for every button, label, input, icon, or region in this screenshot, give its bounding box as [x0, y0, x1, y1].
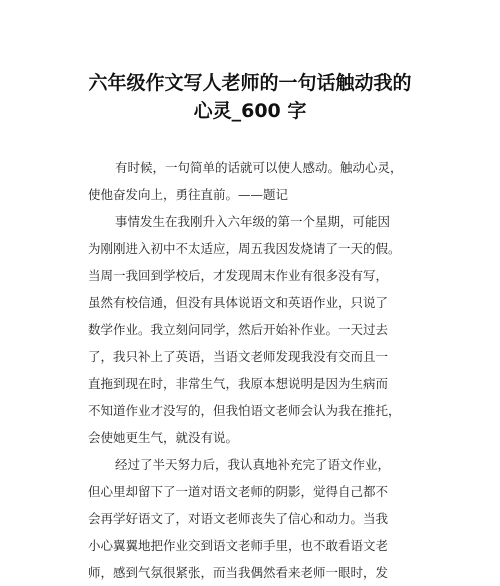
paragraph-line: 虽然有校信通，但没有具体说语文和英语作业，只说了 [88, 295, 389, 310]
paragraph-line: 了，我只补上了英语，当语文老师发现我没有交而且一 [88, 349, 389, 364]
paragraph-line: 事情发生在我刚升入六年级的第一个星期，可能因 [115, 214, 391, 229]
paragraph-line: 为刚刚进入初中不太适应，周五我因发烧请了一天的假。 [88, 241, 401, 256]
paragraph-line: 数学作业。我立刻问同学，然后开始补作业。一天过去 [88, 322, 389, 337]
document-title-line-2: 心灵_600 字 [193, 100, 307, 122]
paragraph-line: 但心里却留下了一道对语文老师的阴影，觉得自己都不 [88, 484, 389, 499]
article-body [88, 154, 418, 586]
paragraph-line: 直拖到现在时，非常生气，我原本想说明是因为生病而 [88, 376, 389, 391]
paragraph-line: 小心翼翼地把作业交到语文老师手里，也不敢看语文老 [88, 538, 389, 553]
paragraph-line: 会使她更生气，就没有说。 [88, 430, 239, 445]
paragraph-line: 师，感到气氛很紧张，而当我偶然看来老师一眼时，发 [88, 565, 389, 580]
paragraph-line: 有时候，一句简单的话就可以使人感动。触动心灵， [115, 160, 403, 175]
paragraph-line: 经过了半天努力后，我认真地补充完了语文作业， [115, 457, 391, 472]
paragraph-line: 会再学好语文了，对语文老师丧失了信心和动力。当我 [88, 511, 389, 526]
document-title-line-1: 六年级作文写人老师的一句话触动我的 [88, 72, 412, 94]
paragraph-line: 使他奋发向上，勇往直前。——题记 [88, 187, 289, 202]
paragraph-line: 当周一我回到学校后，才发现周末作业有很多没有写， [88, 268, 389, 283]
paragraph-line: 不知道作业才没写的，但我怕语文老师会认为我在推托， [88, 403, 401, 418]
